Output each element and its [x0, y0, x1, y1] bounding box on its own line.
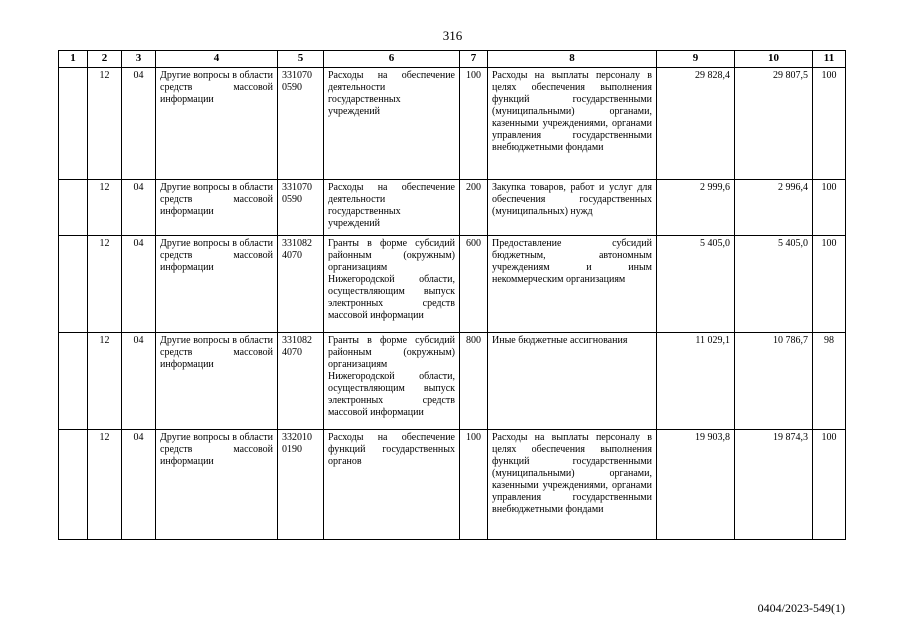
cell-section: 12	[88, 68, 122, 180]
cell-percent: 100	[813, 68, 846, 180]
cell-col-1	[59, 68, 88, 180]
header-col-6: 6	[324, 51, 460, 68]
cell-percent: 100	[813, 236, 846, 333]
cell-target-name: Гранты в форме субсидий районным (окружным) организациям Нижегородской области, осуществляющим выпуск электронных средств массовой информации	[324, 333, 460, 430]
cell-subsection-name: Другие вопросы в области средств массовой информации	[156, 430, 278, 540]
cell-actual: 10 786,7	[735, 333, 813, 430]
cell-target-code: 331070 0590	[278, 180, 324, 236]
cell-col-1	[59, 333, 88, 430]
cell-subsection-name: Другие вопросы в области средств массовой информации	[156, 333, 278, 430]
cell-actual: 2 996,4	[735, 180, 813, 236]
header-col-9: 9	[657, 51, 735, 68]
table-row	[59, 236, 846, 333]
budget-table	[58, 50, 846, 540]
header-col-7: 7	[460, 51, 488, 68]
cell-subsection-name: Другие вопросы в области средств массовой информации	[156, 68, 278, 180]
cell-section: 12	[88, 180, 122, 236]
cell-expense-code: 100	[460, 430, 488, 540]
cell-actual: 29 807,5	[735, 68, 813, 180]
cell-expense-code: 600	[460, 236, 488, 333]
header-col-10: 10	[735, 51, 813, 68]
cell-planned: 2 999,6	[657, 180, 735, 236]
cell-target-name: Гранты в форме субсидий районным (окружным) организациям Нижегородской области, осуществляющим выпуск электронных средств массовой информации	[324, 236, 460, 333]
cell-section: 12	[88, 236, 122, 333]
cell-percent: 100	[813, 180, 846, 236]
document-code: 0404/2023-549(1)	[757, 601, 845, 615]
header-col-11: 11	[813, 51, 846, 68]
cell-target-name: Расходы на обеспечение деятельности государственных учреждений	[324, 68, 460, 180]
header-col-8: 8	[488, 51, 657, 68]
cell-percent: 100	[813, 430, 846, 540]
header-col-3: 3	[122, 51, 156, 68]
header-col-1: 1	[59, 51, 88, 68]
table-row	[59, 333, 846, 430]
cell-expense-code: 100	[460, 68, 488, 180]
cell-subsection: 04	[122, 236, 156, 333]
cell-expense-code: 800	[460, 333, 488, 430]
header-col-2: 2	[88, 51, 122, 68]
cell-planned: 29 828,4	[657, 68, 735, 180]
cell-actual: 19 874,3	[735, 430, 813, 540]
cell-target-code: 332010 0190	[278, 430, 324, 540]
header-row	[59, 51, 846, 68]
cell-subsection-name: Другие вопросы в области средств массовой информации	[156, 180, 278, 236]
cell-percent: 98	[813, 333, 846, 430]
header-col-4: 4	[156, 51, 278, 68]
cell-planned: 11 029,1	[657, 333, 735, 430]
cell-expense-name: Иные бюджетные ассигнования	[488, 333, 657, 430]
header-col-5: 5	[278, 51, 324, 68]
cell-expense-name: Расходы на выплаты персоналу в целях обеспечения выполнения функций государственными (муниципальными) органами, казенными учреждениями, органами управления государственными внебюджетными фондами	[488, 68, 657, 180]
cell-expense-name: Расходы на выплаты персоналу в целях обеспечения выполнения функций государственными (муниципальными) органами, казенными учреждениями, органами управления государственными внебюджетными фондами	[488, 430, 657, 540]
cell-target-code: 331082 4070	[278, 236, 324, 333]
cell-subsection: 04	[122, 180, 156, 236]
cell-target-code: 331082 4070	[278, 333, 324, 430]
table-row	[59, 430, 846, 540]
cell-planned: 19 903,8	[657, 430, 735, 540]
cell-target-name: Расходы на обеспечение функций государственных органов	[324, 430, 460, 540]
cell-col-1	[59, 430, 88, 540]
page-number: 316	[442, 28, 463, 43]
cell-subsection-name: Другие вопросы в области средств массовой информации	[156, 236, 278, 333]
table-row	[59, 180, 846, 236]
cell-section: 12	[88, 430, 122, 540]
cell-subsection: 04	[122, 333, 156, 430]
cell-expense-name: Предоставление субсидий бюджетным, автономным учреждениям и иным некоммерческим организациям	[488, 236, 657, 333]
cell-section: 12	[88, 333, 122, 430]
cell-subsection: 04	[122, 430, 156, 540]
cell-col-1	[59, 180, 88, 236]
cell-subsection: 04	[122, 68, 156, 180]
cell-actual: 5 405,0	[735, 236, 813, 333]
cell-expense-code: 200	[460, 180, 488, 236]
cell-expense-name: Закупка товаров, работ и услуг для обеспечения государственных (муниципальных) нужд	[488, 180, 657, 236]
cell-planned: 5 405,0	[657, 236, 735, 333]
cell-target-name: Расходы на обеспечение деятельности государственных учреждений	[324, 180, 460, 236]
table-row	[59, 68, 846, 180]
cell-col-1	[59, 236, 88, 333]
cell-target-code: 331070 0590	[278, 68, 324, 180]
